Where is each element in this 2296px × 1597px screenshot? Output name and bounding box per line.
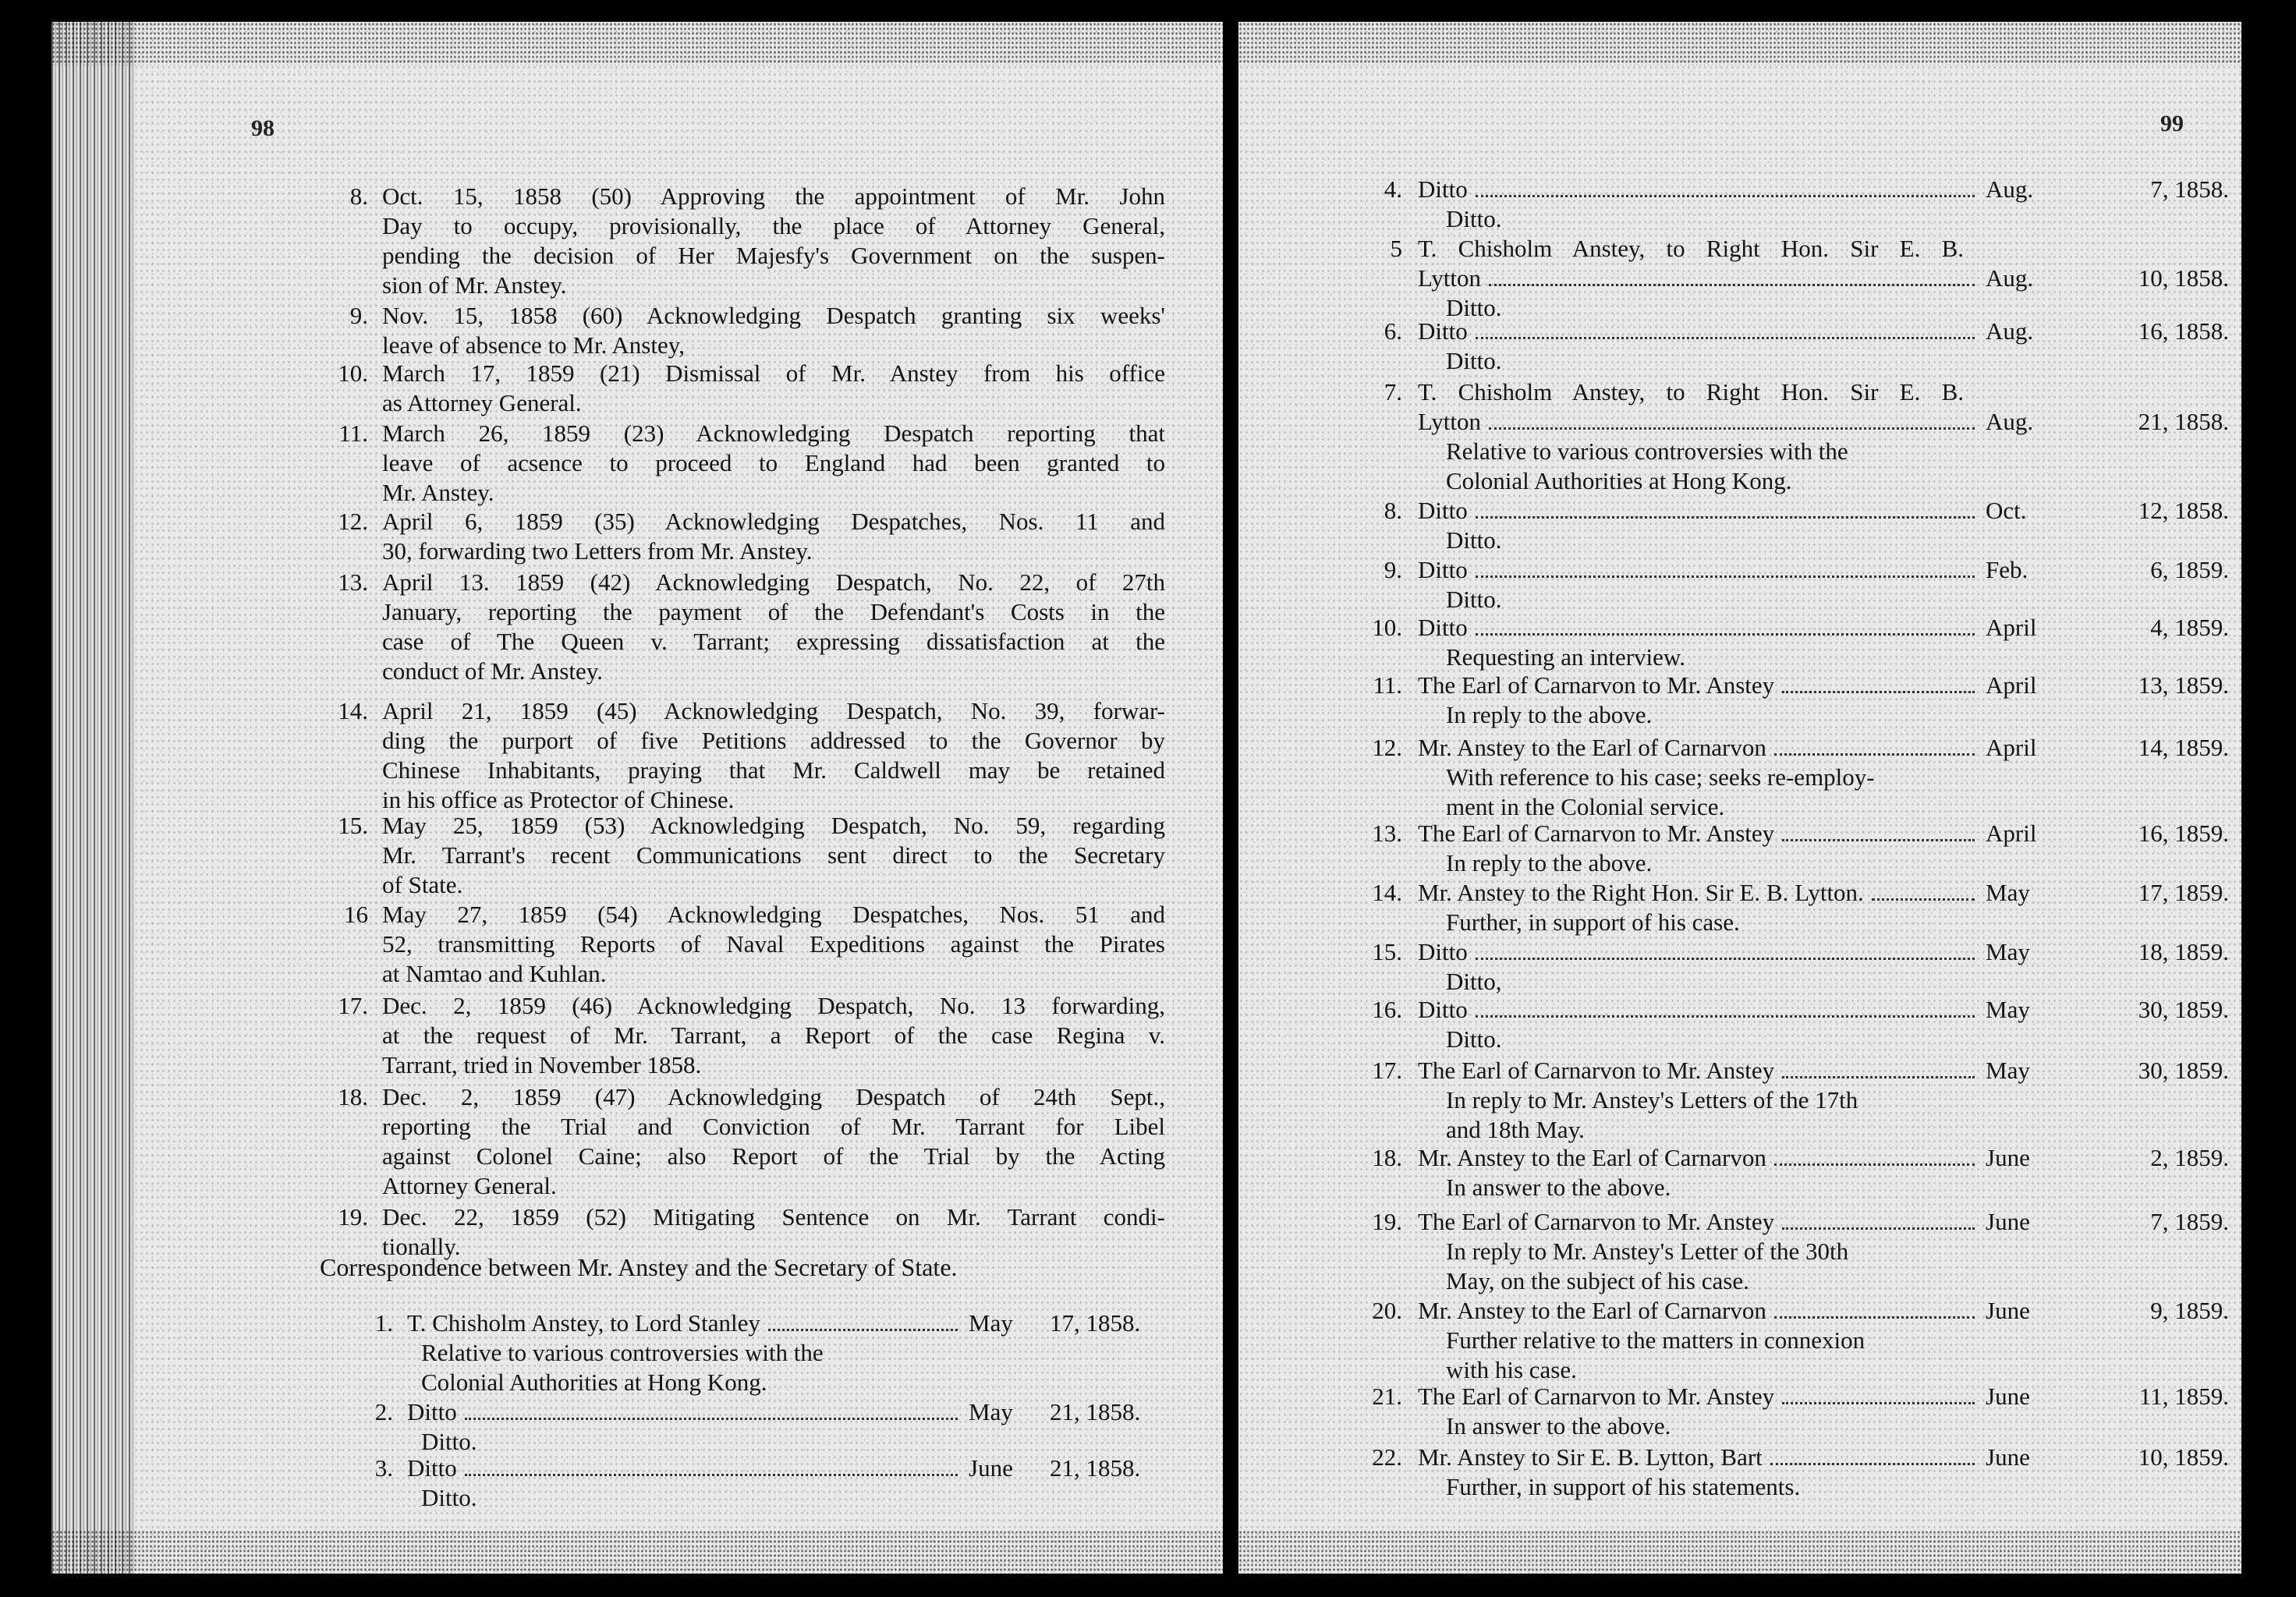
entry-number: 9. (1384, 556, 1402, 583)
despatch-entry (317, 900, 1175, 989)
entry-line: as Attorney General. (382, 389, 582, 416)
date-month: Aug. (1986, 317, 2034, 345)
dot-leader (1782, 691, 1975, 693)
date-day: 30, 1859. (2138, 1057, 2229, 1084)
entry-number: 7. (1384, 378, 1402, 405)
dot-leader (1774, 1316, 1975, 1319)
dot-leader (1489, 427, 1975, 430)
entry-line: May 25, 1859 (53) Acknowledging Despatch, No. 59, regarding (382, 812, 1165, 839)
entry-number: 12. (1372, 734, 1402, 761)
scan-noise (1238, 1530, 2241, 1574)
correspondence-entry (1355, 1296, 2229, 1326)
entry-description: Colonial Authorities at Hong Kong. (1446, 467, 1792, 494)
entry-title: The Earl of Carnarvon to Mr. Anstey (1418, 671, 1775, 699)
entry-line: 52, transmitting Reports of Naval Expeditions against the Pirates (382, 930, 1165, 958)
entry-title: T. Chisholm Anstey, to Lord Stanley (407, 1309, 760, 1337)
entry-text (382, 182, 1165, 300)
correspondence-entry (1355, 234, 2229, 293)
correspondence-entry (1355, 733, 2229, 763)
correspondence-entry (1355, 317, 2229, 346)
date-month: June (1986, 1208, 2030, 1235)
scan-noise (51, 22, 1223, 66)
date-month: Aug. (1986, 408, 2034, 435)
entry-description: In reply to Mr. Anstey's Letter of the 30th (1446, 1238, 1849, 1265)
correspondence-entry (1355, 175, 2229, 204)
date-month: May (969, 1309, 1013, 1337)
date-month: April (1986, 671, 2037, 699)
entry-number: 16 (344, 901, 368, 928)
entry-line: ding the purport of five Petitions addressed to the Governor by (382, 727, 1165, 754)
entry-text (382, 811, 1165, 900)
entry-description: Ditto. (421, 1428, 477, 1455)
correspondence-entry (348, 1397, 1206, 1427)
entry-line: tionally. (382, 1233, 461, 1260)
entry-number: 1. (374, 1309, 393, 1337)
date-day: 14, 1859. (2138, 734, 2229, 761)
entry-number: 9. (349, 302, 368, 329)
date-month: Aug. (1986, 175, 2034, 203)
entry-line: Day to occupy, provisionally, the place of Attorney General, (382, 212, 1165, 239)
entry-line: April 6, 1859 (35) Acknowledging Despatches, Nos. 11 and (382, 508, 1165, 535)
entry-number: 22. (1372, 1443, 1402, 1471)
dot-leader (1489, 284, 1975, 286)
entry-title: Mr. Anstey to the Earl of Carnarvon (1418, 1144, 1766, 1171)
date-day: 21, 1858. (1050, 1398, 1141, 1425)
date-day: 30, 1859. (2138, 996, 2229, 1023)
entry-line: April 21, 1859 (45) Acknowledging Despatch, No. 39, forwar- (382, 697, 1165, 724)
entry-line: Mr. Anstey. (382, 479, 494, 506)
dot-leader (1782, 1227, 1975, 1230)
entry-number: 14. (1372, 879, 1402, 906)
correspondence-entry (1355, 671, 2229, 700)
entry-number: 15. (338, 812, 368, 839)
entry-title: The Earl of Carnarvon to Mr. Anstey (1418, 1208, 1775, 1235)
date-month: June (969, 1454, 1013, 1482)
entry-line: Tarrant, tried in November 1858. (382, 1051, 702, 1078)
correspondence-entry (348, 1454, 1206, 1483)
dot-leader (1770, 1463, 1975, 1465)
entry-title: The Earl of Carnarvon to Mr. Anstey (1418, 1057, 1775, 1084)
entry-number: 16. (1372, 996, 1402, 1023)
entry-title: Ditto (1418, 996, 1468, 1023)
entry-title: Ditto (1418, 614, 1468, 641)
entry-number: 8. (1384, 497, 1402, 524)
dot-leader (1872, 898, 1975, 901)
entry-line: March 26, 1859 (23) Acknowledging Despatch reporting that (382, 420, 1165, 447)
entry-title: Ditto (1418, 556, 1468, 583)
entry-description: Relative to various controversies with the (421, 1339, 824, 1366)
entry-title: T. Chisholm Anstey, to Right Hon. Sir E. B. (1418, 235, 1964, 262)
date-day: 12, 1858. (2138, 497, 2229, 524)
entry-number: 6. (1384, 317, 1402, 345)
entry-description: In reply to Mr. Anstey's Letters of the 17th (1446, 1086, 1858, 1114)
entry-title: Ditto (1418, 317, 1468, 345)
entry-description: May, on the subject of his case. (1446, 1267, 1749, 1294)
entry-title: Mr. Anstey to the Right Hon. Sir E. B. Lytton. (1418, 879, 1864, 906)
dot-leader (1476, 958, 1975, 960)
entry-line: in his office as Protector of Chinese. (382, 786, 735, 813)
date-month: June (1986, 1144, 2030, 1171)
entry-number: 11. (1373, 671, 1402, 699)
left-page (51, 22, 1223, 1574)
date-day: 6, 1859. (2150, 556, 2229, 583)
entry-number: 18. (338, 1083, 368, 1110)
despatch-entry (317, 991, 1175, 1080)
entry-number: 18. (1372, 1144, 1402, 1171)
entry-line: pending the decision of Her Majesfy's Government on the suspen- (382, 242, 1165, 269)
correspondence-entry (348, 1308, 1206, 1338)
correspondence-entry (1355, 1143, 2229, 1173)
correspondence-heading: Correspondence between Mr. Anstey and the Secretary of State. (320, 1253, 958, 1281)
entry-number: 10. (338, 359, 368, 387)
entry-number: 3. (374, 1454, 393, 1482)
entry-title: Mr. Anstey to Sir E. B. Lytton, Bart (1418, 1443, 1763, 1471)
entry-line: January, reporting the payment of the Defendant's Costs in the (382, 598, 1165, 625)
entry-line: reporting the Trial and Conviction of Mr. Tarrant for Libel (382, 1113, 1165, 1140)
entry-line: sion of Mr. Anstey. (382, 271, 567, 299)
entry-number: 4. (1384, 175, 1402, 203)
entry-line: at Namtao and Kuhlan. (382, 960, 607, 987)
page-edge-stack (51, 22, 136, 1574)
entry-description: In reply to the above. (1446, 849, 1653, 876)
entry-text (382, 301, 1165, 360)
entry-line: Attorney General. (382, 1172, 557, 1199)
entry-title: Mr. Anstey to the Earl of Carnarvon (1418, 734, 1766, 761)
correspondence-entry (1355, 995, 2229, 1025)
entry-title: Ditto (1418, 497, 1468, 524)
entry-line: Oct. 15, 1858 (50) Approving the appointment of Mr. John (382, 182, 1165, 210)
entry-description: Ditto. (1446, 347, 1502, 374)
date-month: May (1986, 938, 2030, 965)
dot-leader (1774, 1163, 1975, 1166)
date-day: 17, 1859. (2138, 879, 2229, 906)
entry-description: and 18th May. (1446, 1116, 1585, 1143)
correspondence-entry (1355, 1207, 2229, 1237)
date-month: April (1986, 734, 2037, 761)
entry-number: 11. (338, 420, 368, 447)
correspondence-entry (1355, 496, 2229, 526)
entry-title: Ditto (407, 1398, 457, 1425)
dot-leader (768, 1329, 958, 1331)
entry-title: Ditto (1418, 175, 1468, 203)
entry-number: 19. (1372, 1208, 1402, 1235)
correspondence-entry (1355, 1443, 2229, 1472)
entry-description: Ditto. (1446, 205, 1502, 232)
date-day: 17, 1858. (1050, 1309, 1141, 1337)
entry-number: 15. (1372, 938, 1402, 965)
entry-description: Further, in support of his case. (1446, 908, 1740, 936)
right-page (1238, 22, 2241, 1574)
scan-noise (51, 1530, 1223, 1574)
entry-line: Dec. 2, 1859 (46) Acknowledging Despatch, No. 13 forwarding, (382, 992, 1165, 1019)
entry-text (382, 419, 1165, 508)
entry-description: Ditto, (1446, 968, 1502, 995)
entry-line: conduct of Mr. Anstey. (382, 657, 603, 685)
entry-number: 8. (349, 182, 368, 210)
entry-description: Ditto. (1446, 526, 1502, 554)
date-month: May (969, 1398, 1013, 1425)
dot-leader (1476, 1015, 1975, 1018)
entry-line: leave of acsence to proceed to England had been granted to (382, 449, 1165, 476)
date-month: May (1986, 996, 2030, 1023)
date-day: 4, 1859. (2150, 614, 2229, 641)
entry-line: against Colonel Caine; also Report of the Trial by the Acting (382, 1142, 1165, 1170)
entry-number: 20. (1372, 1297, 1402, 1324)
date-month: Oct. (1986, 497, 2027, 524)
dot-leader (1476, 575, 1975, 578)
entry-number: 12. (338, 508, 368, 535)
correspondence-entry (1355, 1382, 2229, 1411)
entry-line: March 17, 1859 (21) Dismissal of Mr. Anstey from his office (382, 359, 1165, 387)
entry-text (382, 359, 1165, 418)
despatch-entry (317, 568, 1175, 686)
entry-line: leave of absence to Mr. Anstey, (382, 331, 685, 359)
despatch-entry (317, 507, 1175, 566)
entry-title: Lytton (1418, 408, 1481, 435)
dot-leader (1782, 1076, 1975, 1078)
entry-description: In answer to the above. (1446, 1174, 1671, 1201)
dot-leader (1782, 839, 1975, 841)
despatch-entry (317, 301, 1175, 360)
entry-line: of State. (382, 871, 463, 898)
entry-title: Lytton (1418, 264, 1481, 292)
entry-text (382, 696, 1165, 815)
correspondence-entry (1355, 377, 2229, 437)
entry-title: Mr. Anstey to the Earl of Carnarvon (1418, 1297, 1766, 1324)
entry-number: 19. (338, 1203, 368, 1231)
dot-leader (1476, 195, 1975, 197)
entry-description: Further, in support of his statements. (1446, 1473, 1801, 1500)
entry-title: Ditto (1418, 938, 1468, 965)
date-day: 10, 1858. (2138, 264, 2229, 292)
entry-description: Ditto. (1446, 586, 1502, 613)
date-month: April (1986, 614, 2037, 641)
date-month: June (1986, 1443, 2030, 1471)
entry-description: Ditto. (421, 1484, 477, 1511)
date-day: 9, 1859. (2150, 1297, 2229, 1324)
date-month: Aug. (1986, 264, 2034, 292)
date-day: 7, 1858. (2150, 175, 2229, 203)
correspondence-entry (1355, 613, 2229, 643)
dot-leader (1476, 337, 1975, 339)
date-day: 16, 1858. (2138, 317, 2229, 345)
entry-description: With reference to his case; seeks re-employ- (1446, 763, 1875, 791)
date-day: 11, 1859. (2138, 1383, 2229, 1410)
date-day: 18, 1859. (2138, 938, 2229, 965)
date-month: May (1986, 1057, 2030, 1084)
entry-number: 13. (338, 568, 368, 596)
entry-description: Ditto. (1446, 294, 1502, 321)
entry-text (382, 991, 1165, 1080)
dot-leader (1774, 753, 1975, 756)
entry-text (382, 1082, 1165, 1201)
date-month: Feb. (1986, 556, 2028, 583)
date-day: 16, 1859. (2138, 820, 2229, 847)
entry-line: May 27, 1859 (54) Acknowledging Despatches, Nos. 51 and (382, 901, 1165, 928)
date-day: 13, 1859. (2138, 671, 2229, 699)
entry-text (382, 900, 1165, 989)
entry-title: Ditto (407, 1454, 457, 1482)
entry-number: 10. (1372, 614, 1402, 641)
entry-description: Ditto. (1446, 1025, 1502, 1053)
entry-line: Chinese Inhabitants, praying that Mr. Caldwell may be retained (382, 756, 1165, 784)
entry-line: at the request of Mr. Tarrant, a Report of the case Regina v. (382, 1022, 1165, 1049)
entry-description: Colonial Authorities at Hong Kong. (421, 1369, 767, 1396)
date-month: May (1986, 879, 2030, 906)
despatch-entry (317, 182, 1175, 300)
entry-text (382, 507, 1165, 566)
despatch-entry (317, 419, 1175, 508)
despatch-entry (317, 1082, 1175, 1201)
entry-title: The Earl of Carnarvon to Mr. Anstey (1418, 820, 1775, 847)
entry-number: 13. (1372, 820, 1402, 847)
page-number: 99 (2160, 111, 2184, 136)
dot-leader (465, 1418, 958, 1420)
entry-number: 2. (374, 1398, 393, 1425)
date-day: 10, 1859. (2138, 1443, 2229, 1471)
entry-number: 14. (338, 697, 368, 724)
entry-description: Relative to various controversies with the (1446, 437, 1848, 465)
date-month: June (1986, 1383, 2030, 1410)
date-month: June (1986, 1297, 2030, 1324)
entry-title: T. Chisholm Anstey, to Right Hon. Sir E. B. (1418, 378, 1964, 405)
entry-number: 17. (338, 992, 368, 1019)
despatch-entry (317, 696, 1175, 815)
entry-number: 17. (1372, 1057, 1402, 1084)
despatch-entry (317, 359, 1175, 418)
entry-number: 5 (1390, 235, 1402, 262)
date-month: April (1986, 820, 2037, 847)
entry-line: case of The Queen v. Tarrant; expressing dissatisfaction at the (382, 628, 1165, 655)
despatch-entry (317, 811, 1175, 900)
entry-line: Mr. Tarrant's recent Communications sent direct to the Secretary (382, 841, 1165, 869)
correspondence-entry (1355, 937, 2229, 967)
correspondence-entry (1355, 878, 2229, 908)
entry-line: Dec. 22, 1859 (52) Mitigating Sentence on Mr. Tarrant condi- (382, 1203, 1165, 1231)
correspondence-entry (1355, 1056, 2229, 1085)
entry-text (382, 568, 1165, 686)
entry-line: April 13. 1859 (42) Acknowledging Despatch, No. 22, of 27th (382, 568, 1165, 596)
scan-noise (1238, 22, 2241, 66)
entry-description: In reply to the above. (1446, 701, 1653, 728)
correspondence-entry (1355, 555, 2229, 585)
entry-description: Requesting an interview. (1446, 643, 1686, 671)
date-day: 21, 1858. (1050, 1454, 1141, 1482)
entry-description: with his case. (1446, 1356, 1577, 1383)
dot-leader (1476, 633, 1975, 636)
date-day: 7, 1859. (2150, 1208, 2229, 1235)
dot-leader (1476, 516, 1975, 519)
entry-description: ment in the Colonial service. (1446, 793, 1725, 820)
entry-description: In answer to the above. (1446, 1412, 1671, 1439)
entry-title: The Earl of Carnarvon to Mr. Anstey (1418, 1383, 1775, 1410)
dot-leader (1782, 1402, 1975, 1404)
page-number: 98 (251, 115, 275, 141)
date-day: 21, 1858. (2138, 408, 2229, 435)
correspondence-entry (1355, 819, 2229, 848)
entry-description: Further relative to the matters in connexion (1446, 1326, 1866, 1354)
entry-line: 30, forwarding two Letters from Mr. Anstey. (382, 537, 813, 565)
date-day: 2, 1859. (2150, 1144, 2229, 1171)
entry-line: Nov. 15, 1858 (60) Acknowledging Despatch granting six weeks' (382, 302, 1165, 329)
entry-number: 21. (1372, 1383, 1402, 1410)
entry-line: Dec. 2, 1859 (47) Acknowledging Despatch of 24th Sept., (382, 1083, 1165, 1110)
dot-leader (465, 1474, 958, 1476)
